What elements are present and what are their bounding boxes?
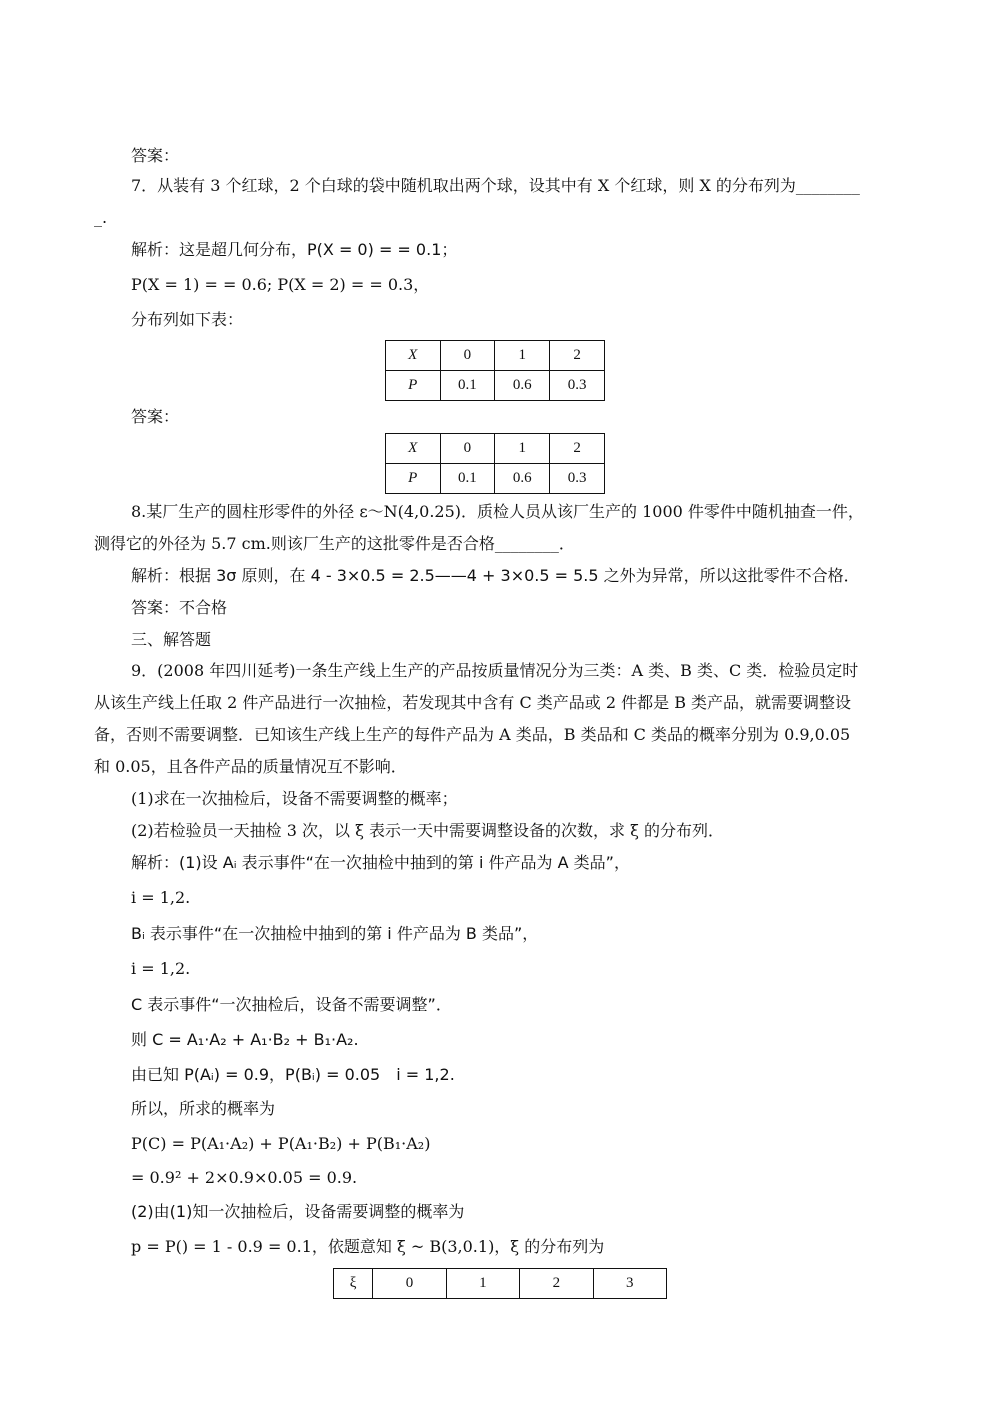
question-8-continued: 测得它的外径为 5.7 cm.则该厂生产的这批零件是否合格________． xyxy=(94,534,575,553)
solution-9-line-7: 由已知 P(Aᵢ) = 0.9，P(Bᵢ) = 0.05 i = 1,2. xyxy=(131,1065,455,1084)
table-cell: 0.3 xyxy=(550,464,605,494)
question-9-part-1: (1)求在一次抽检后，设备不需要调整的概率； xyxy=(131,789,458,808)
question-9-line-2: 从该生产线上任取 2 件产品进行一次抽检，若发现其中含有 C 类产品或 2 件都是 B 类产品，就需要调整设 xyxy=(94,693,852,712)
table-cell: 0.6 xyxy=(495,464,550,494)
solution-8: 解析：根据 3σ 原则，在 4 - 3×0.5 = 2.5——4 + 3×0.5 = 5.5 之外为异常，所以这批零件不合格． xyxy=(131,566,860,585)
table-cell: 2 xyxy=(520,1269,593,1299)
table-cell: 2 xyxy=(550,341,605,371)
question-7: 7．从装有 3 个红球，2 个白球的袋中随机取出两个球，设其中有 X 个红球，则 X 的分布列为________ xyxy=(131,176,860,195)
distribution-table-1 xyxy=(385,340,605,401)
table-cell: 3 xyxy=(593,1269,666,1299)
question-9-line-3: 备，否则不需要调整．已知该生产线上生产的每件产品为 A 类品，B 类品和 C 类品的概率分别为 0.9,0.05 xyxy=(94,725,851,744)
answer-label-q7: 答案： xyxy=(131,407,180,426)
distribution-table-3 xyxy=(333,1268,667,1299)
solution-9-line-5: C 表示事件“一次抽检后，设备不需要调整”． xyxy=(131,995,452,1014)
solution-9-line-9: P(C) = P(A₁·A₂) + P(A₁·B₂) + P(B₁·A₂) xyxy=(131,1134,431,1153)
solution-9-line-12: p = P() = 1 - 0.9 = 0.1，依题意知 ξ ~ B(3,0.1)，ξ 的分布列为 xyxy=(131,1237,605,1256)
answer-8: 答案：不合格 xyxy=(131,598,228,617)
table-cell: 0.1 xyxy=(440,464,495,494)
table-cell: P xyxy=(386,464,441,494)
solution-7-line-3: 分布列如下表： xyxy=(131,310,244,329)
solution-9-line-6: 则 C = A₁·A₂ + A₁·B₂ + B₁·A₂. xyxy=(131,1030,359,1049)
answer-label-q6: 答案： xyxy=(131,146,180,165)
table-row xyxy=(386,464,605,494)
solution-9-line-3: Bᵢ 表示事件“在一次抽检中抽到的第 i 件产品为 B 类品”， xyxy=(131,924,539,943)
table-cell: 1 xyxy=(495,341,550,371)
table-cell: 2 xyxy=(550,434,605,464)
solution-9-line-4: i = 1,2. xyxy=(131,959,191,978)
table-cell: 0 xyxy=(440,341,495,371)
solution-9-line-2: i = 1,2. xyxy=(131,888,191,907)
table-row xyxy=(386,341,605,371)
question-9-part-2: (2)若检验员一天抽检 3 次，以 ξ 表示一天中需要调整设备的次数，求 ξ 的分布列． xyxy=(131,821,724,840)
solution-7-line-1: 解析：这是超几何分布，P(X = 0) = = 0.1； xyxy=(131,240,458,259)
table-row xyxy=(334,1269,667,1299)
table-cell: P xyxy=(386,371,441,401)
table-cell: 0.3 xyxy=(550,371,605,401)
table-cell: 1 xyxy=(446,1269,519,1299)
solution-9-line-1: 解析：(1)设 Aᵢ 表示事件“在一次抽检中抽到的第 i 件产品为 A 类品”， xyxy=(131,853,630,872)
table-cell: 0.1 xyxy=(440,371,495,401)
section-heading-3: 三、解答题 xyxy=(131,630,212,649)
table-cell: 0 xyxy=(440,434,495,464)
table-cell: 0.6 xyxy=(495,371,550,401)
solution-9-line-10: = 0.9² + 2×0.9×0.05 = 0.9. xyxy=(131,1168,358,1187)
solution-9-line-11: (2)由(1)知一次抽检后，设备需要调整的概率为 xyxy=(131,1202,465,1221)
question-9-line-1: 9．(2008 年四川延考)一条生产线上生产的产品按质量情况分为三类：A 类、B 类、C 类．检验员定时 xyxy=(131,661,859,680)
table-cell: X xyxy=(386,434,441,464)
question-7-continued: _. xyxy=(94,208,108,227)
table-cell: 1 xyxy=(495,434,550,464)
question-9-line-4: 和 0.05，且各件产品的质量情况互不影响． xyxy=(94,757,407,776)
distribution-table-2 xyxy=(385,433,605,494)
table-cell: 0 xyxy=(373,1269,446,1299)
table-cell: ξ xyxy=(334,1269,373,1299)
table-cell: X xyxy=(386,341,441,371)
table-row xyxy=(386,434,605,464)
solution-7-line-2: P(X = 1) = = 0.6; P(X = 2) = = 0.3， xyxy=(131,275,430,294)
question-8: 8.某厂生产的圆柱形零件的外径 ε～N(4,0.25)．质检人员从该厂生产的 1000 件零件中随机抽查一件， xyxy=(131,502,864,521)
table-row xyxy=(386,371,605,401)
solution-9-line-8: 所以，所求的概率为 xyxy=(131,1099,276,1118)
